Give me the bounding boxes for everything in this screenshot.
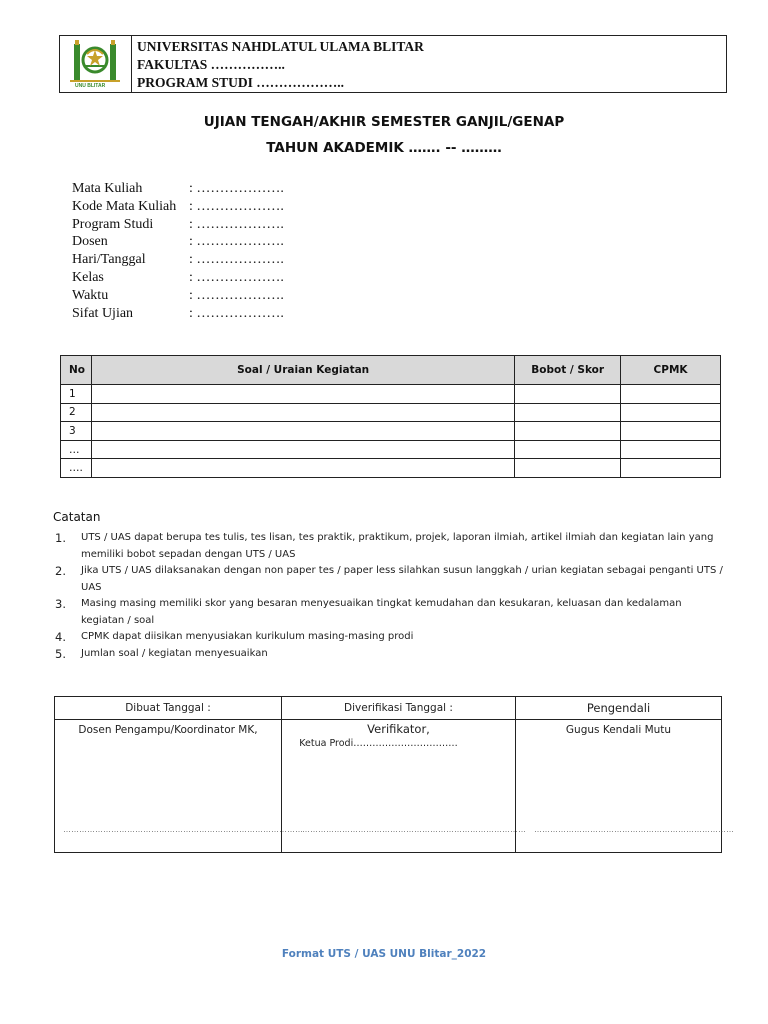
university-name: UNIVERSITAS NAHDLATUL ULAMA BLITAR bbox=[137, 39, 424, 54]
question-cell[interactable] bbox=[91, 459, 514, 478]
head-of-program-line: Ketua Prodi…………………………… bbox=[299, 738, 458, 749]
verifier-sign-cell[interactable] bbox=[282, 720, 526, 853]
lecturer-signature-line: ……………………………………………………………………………… bbox=[63, 825, 303, 834]
logo-caption: UNU BLITAR bbox=[75, 83, 106, 89]
question-cell[interactable] bbox=[91, 403, 514, 422]
weight-cell[interactable] bbox=[515, 422, 621, 441]
info-row-date: Hari/Tanggal : ………………. bbox=[72, 252, 284, 268]
quality-role: Gugus Kendali Mutu bbox=[565, 724, 672, 736]
table-row bbox=[61, 459, 721, 478]
row-number: …. bbox=[61, 459, 92, 478]
note-item: 3. Masing masing memiliki skor yang besaran menyesuaikan tingkat kemudahan dan kesukaran, keluasan dan kedalaman kegiatan / soal bbox=[55, 597, 682, 626]
weight-cell[interactable] bbox=[515, 385, 621, 404]
exam-title: UJIAN TENGAH/AKHIR SEMESTER GANJIL/GENAP bbox=[203, 114, 565, 130]
info-row-lecturer: Dosen : ………………. bbox=[72, 234, 284, 250]
info-row-exam-type: Sifat Ujian : ………………. bbox=[72, 305, 284, 321]
faculty-line: FAKULTAS …………….. bbox=[137, 57, 285, 72]
info-row-course: Mata Kuliah : ………………. bbox=[72, 181, 284, 196]
created-date-cell: Dibuat Tanggal : bbox=[55, 697, 282, 720]
exam-info bbox=[72, 180, 284, 322]
notes-heading: Catatan bbox=[53, 510, 101, 524]
footer-format-label: Format UTS / UAS UNU Blitar_2022 bbox=[281, 948, 487, 960]
note-item: 4. CPMK dapat diisikan menyusiakan kurikulum masing-masing prodi bbox=[55, 630, 414, 644]
question-cell[interactable] bbox=[91, 385, 514, 404]
info-row-class: Kelas : ………………. bbox=[72, 269, 284, 285]
verifier-role: Verifikator, bbox=[367, 722, 430, 736]
academic-year-title: TAHUN AKADEMIK ……. -- ……… bbox=[266, 140, 502, 156]
verifier-signature-line: ………………………………………………………………………… bbox=[302, 825, 526, 834]
lecturer-role: Dosen Pengampu/Koordinator MK, bbox=[78, 724, 258, 736]
controller-cell: Pengendali bbox=[516, 697, 722, 720]
weight-cell[interactable] bbox=[515, 440, 621, 459]
cpmk-cell[interactable] bbox=[621, 403, 721, 422]
weight-cell[interactable] bbox=[515, 459, 621, 478]
question-table bbox=[60, 355, 721, 478]
info-row-program: Program Studi : ………………. bbox=[72, 216, 284, 232]
info-row-time: Waktu : ………………. bbox=[72, 287, 284, 303]
table-row bbox=[61, 440, 721, 459]
cpmk-cell[interactable] bbox=[621, 422, 721, 441]
institution-header bbox=[59, 35, 727, 93]
table-header-row bbox=[61, 356, 721, 385]
program-line: PROGRAM STUDI ……………….. bbox=[137, 75, 345, 90]
signature-header-row bbox=[55, 697, 722, 720]
row-number: 2 bbox=[61, 403, 92, 422]
note-item: 1. UTS / UAS dapat berupa tes tulis, tes lisan, tes praktik, praktikum, projek, laporan ilmiah, artikel ilmiah dan kegiatan lain yang memiliki bobot sepadan dengan UTS / UAS bbox=[55, 531, 714, 560]
quality-signature-line: ………………………………………………………………… bbox=[534, 825, 734, 834]
note-item: 5. Jumlan soal / kegiatan menyesuaikan bbox=[55, 646, 268, 661]
table-row bbox=[61, 403, 721, 422]
row-number: 1 bbox=[61, 385, 92, 404]
signature-body-row bbox=[55, 720, 722, 853]
cpmk-cell[interactable] bbox=[621, 459, 721, 478]
note-item: 2. Jika UTS / UAS dilaksanakan dengan non paper tes / paper less silahkan susun langgkah / urian kegiatan sebagai penganti UTS / UAS bbox=[55, 564, 723, 593]
col-header-weight: Bobot / Skor bbox=[515, 356, 621, 385]
question-cell[interactable] bbox=[91, 440, 514, 459]
verified-date-cell: Diverifikasi Tanggal : bbox=[282, 697, 516, 720]
university-logo bbox=[60, 36, 132, 92]
weight-cell[interactable] bbox=[515, 403, 621, 422]
question-cell[interactable] bbox=[91, 422, 514, 441]
table-row bbox=[61, 385, 721, 404]
col-header-question: Soal / Uraian Kegiatan bbox=[91, 356, 514, 385]
notes-list bbox=[55, 530, 725, 662]
signature-table bbox=[54, 696, 734, 853]
quality-sign-cell[interactable] bbox=[516, 720, 734, 853]
cpmk-cell[interactable] bbox=[621, 385, 721, 404]
col-header-cpmk: CPMK bbox=[621, 356, 721, 385]
table-row bbox=[61, 422, 721, 441]
cpmk-cell[interactable] bbox=[621, 440, 721, 459]
row-number: … bbox=[61, 440, 92, 459]
row-number: 3 bbox=[61, 422, 92, 441]
info-row-course-code: Kode Mata Kuliah : ………………. bbox=[72, 198, 284, 214]
col-header-no: No bbox=[61, 356, 92, 385]
